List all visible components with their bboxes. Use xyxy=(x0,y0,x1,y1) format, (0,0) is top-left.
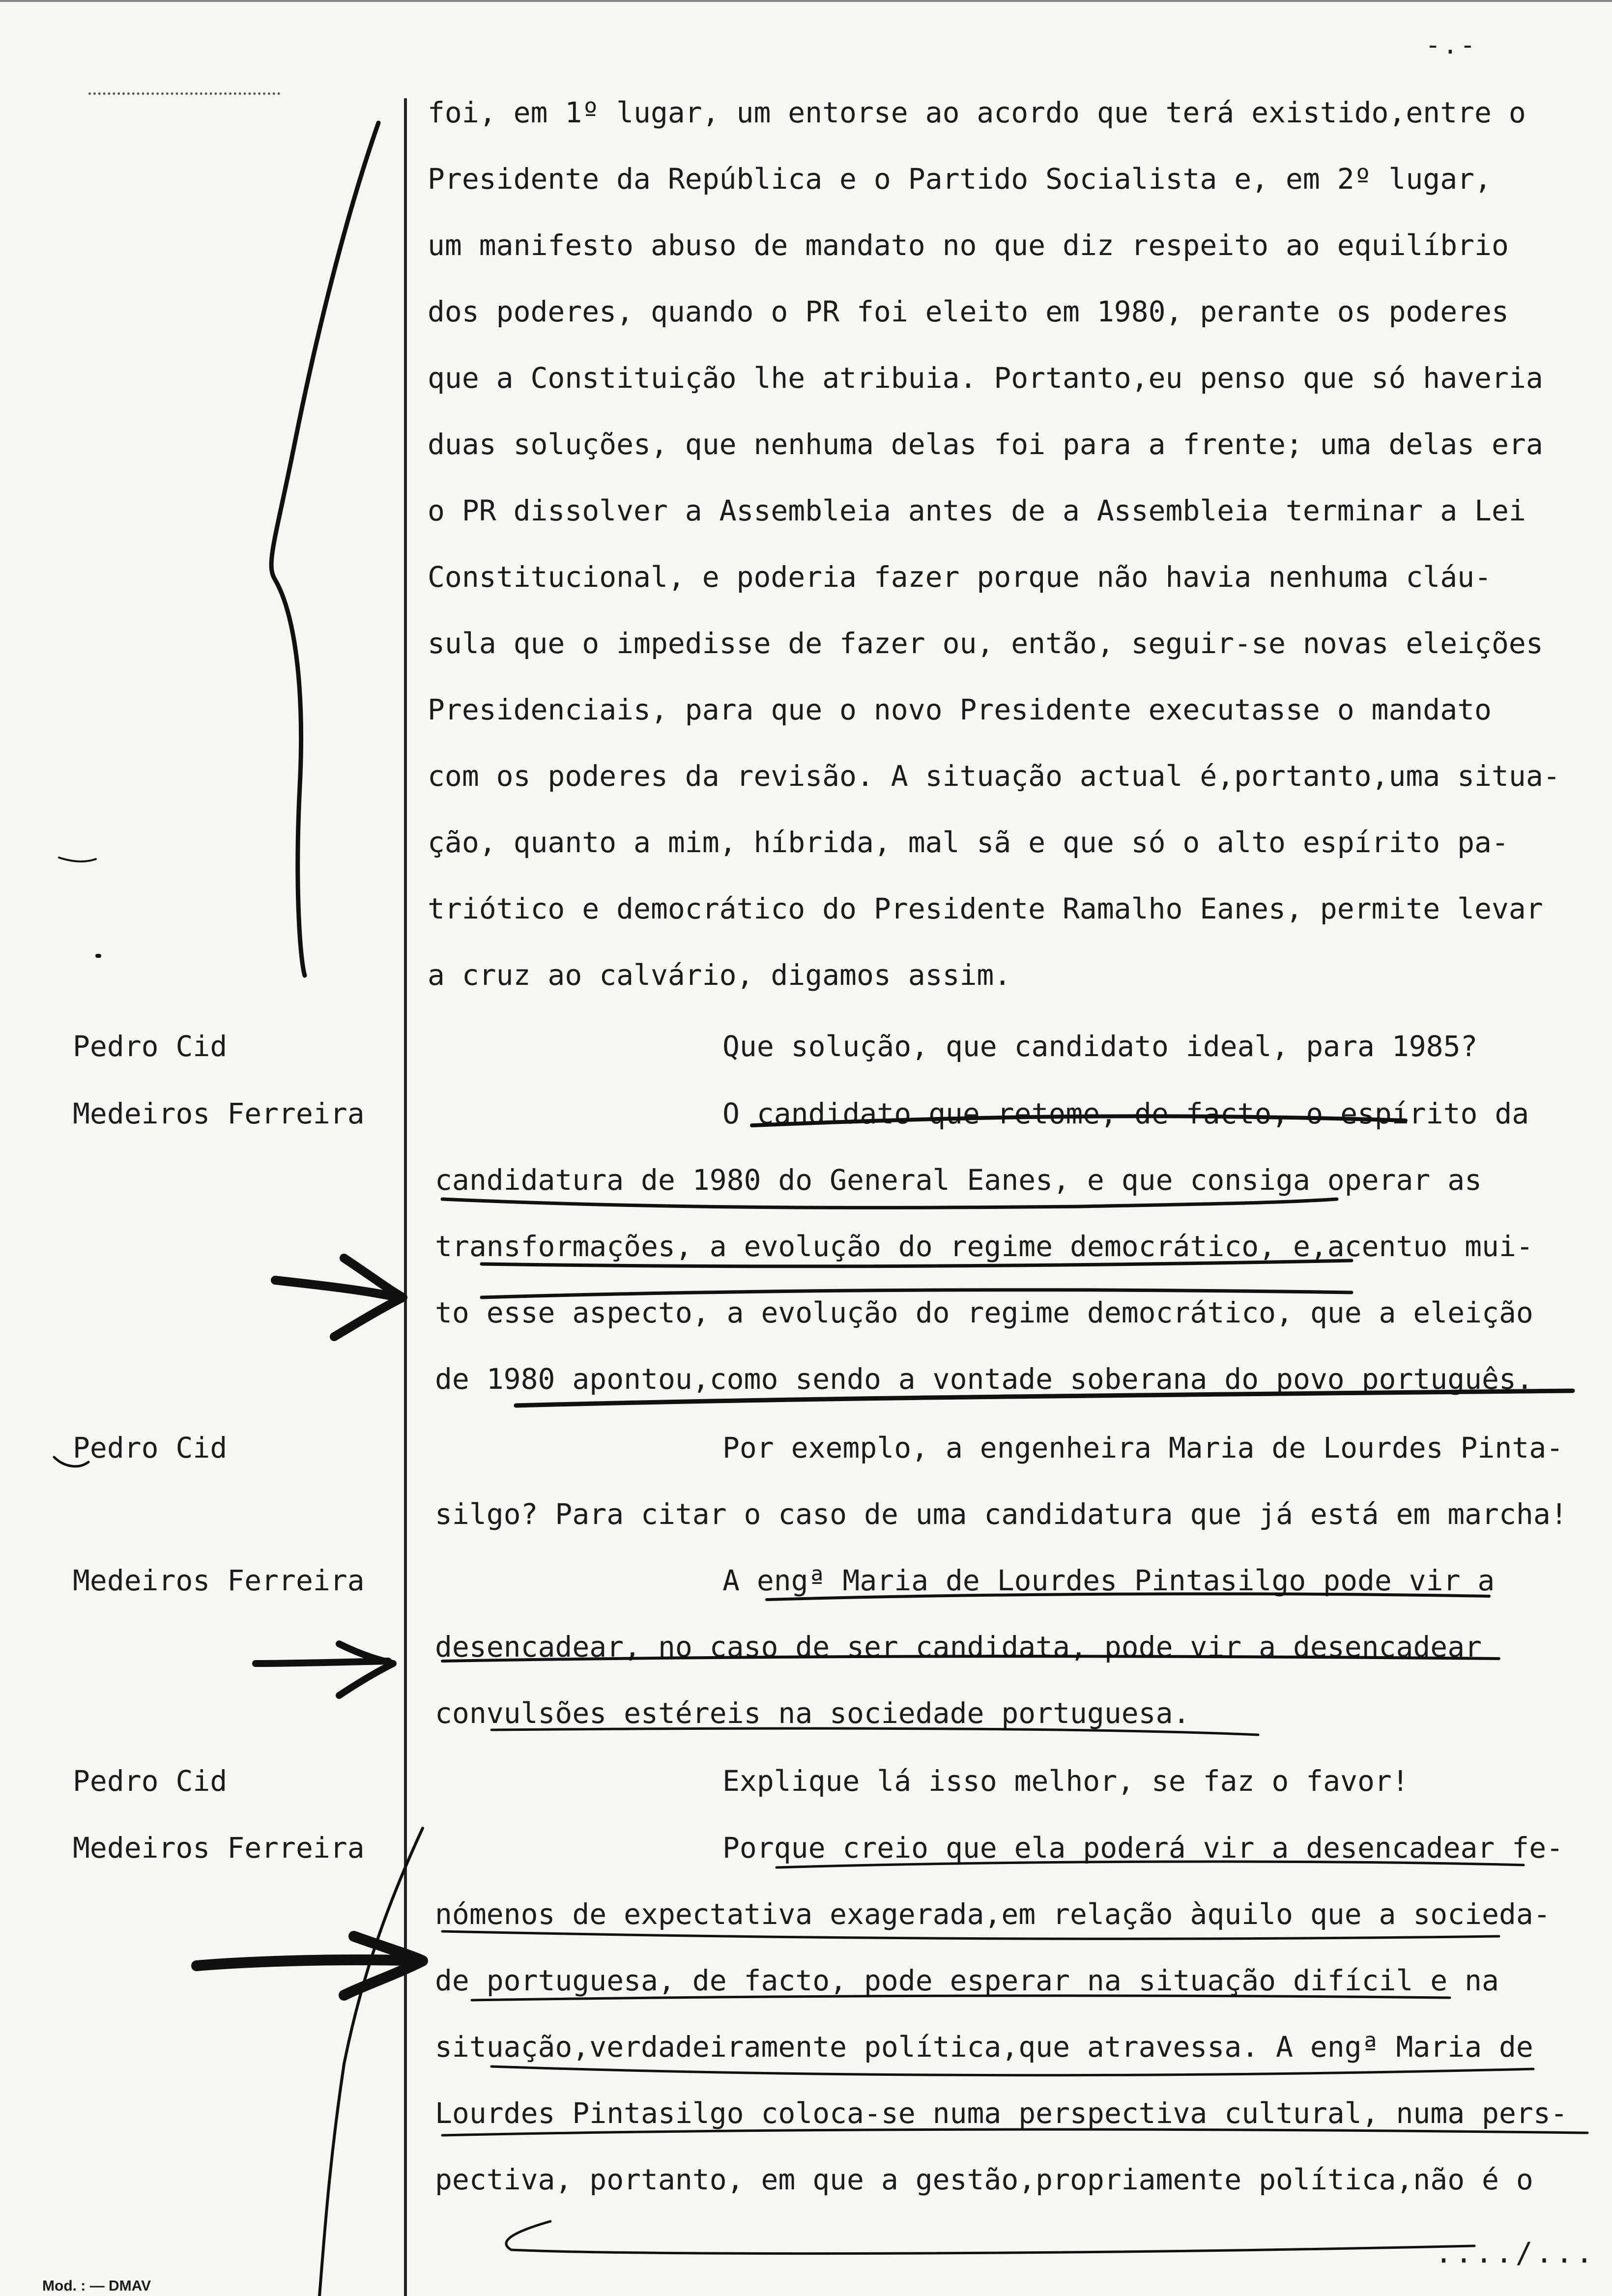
text-line: Presidente da República e o Partido Socialista e, em 2º lugar, xyxy=(428,162,1492,196)
margin-bracket-stroke xyxy=(319,1828,423,2296)
text-line: dos poderes, quando o PR foi eleito em 1980, perante os poderes xyxy=(428,295,1509,328)
speaker-pedro-cid: Pedro Cid xyxy=(73,1431,228,1464)
text-line: Constitucional, e poderia fazer porque não havia nenhuma cláu- xyxy=(428,560,1492,594)
text-line: de 1980 apontou,como sendo a vontade soberana do povo português. xyxy=(435,1362,1533,1396)
text-line: um manifesto abuso de mandato no que diz respeito ao equilíbrio xyxy=(428,229,1509,262)
speaker-medeiros-ferreira: Medeiros Ferreira xyxy=(73,1097,365,1130)
underline xyxy=(442,1931,1499,1939)
text-line: situação,verdadeiramente política,que atravessa. A engª Maria de xyxy=(435,2030,1533,2064)
text-line: duas soluções, que nenhuma delas foi para a frente; uma delas era xyxy=(428,428,1543,461)
margin-tick xyxy=(59,858,96,861)
text-line: Por exemplo, a engenheira Maria de Lourdes Pinta- xyxy=(722,1431,1564,1464)
text-line: transformações, a evolução do regime democrático, e,acentuo mui- xyxy=(435,1230,1533,1263)
arrow-icon xyxy=(275,1258,403,1337)
speaker-medeiros-ferreira: Medeiros Ferreira xyxy=(73,1831,365,1865)
continuation-mark: ..../... xyxy=(1435,2236,1596,2269)
text-line: Presidenciais, para que o novo Presidente executasse o mandato xyxy=(428,693,1492,726)
text-line: com os poderes da revisão. A situação actual é,portanto,uma situa- xyxy=(428,759,1560,793)
text-line: o PR dissolver a Assembleia antes de a Assembleia terminar a Lei xyxy=(428,494,1526,527)
form-code: Mod. : — DMAV xyxy=(42,2278,151,2294)
underline xyxy=(491,2066,1533,2075)
underline xyxy=(506,2221,1474,2254)
text-line: que a Constituição lhe atribuia. Portanto,eu penso que só haveria xyxy=(428,361,1543,395)
underline xyxy=(442,1199,1337,1207)
text-line: triótico e democrático do Presidente Ramalho Eanes, permite levar xyxy=(428,892,1543,925)
text-line: Lourdes Pintasilgo coloca-se numa perspectiva cultural, numa pers- xyxy=(435,2096,1568,2130)
arrow-icon xyxy=(197,1936,423,1995)
text-line: A engª Maria de Lourdes Pintasilgo pode vir a xyxy=(722,1564,1495,1597)
text-line: O candidato que retome, de facto, o espírito da xyxy=(722,1097,1529,1130)
speaker-pedro-cid: Pedro Cid xyxy=(73,1030,228,1063)
text-line: de portuguesa, de facto, pode esperar na situação difícil e na xyxy=(435,1964,1499,1997)
text-line: nómenos de expectativa exagerada,em relação àquilo que a socieda- xyxy=(435,1897,1551,1931)
header-dotted-mark xyxy=(88,78,280,95)
text-line: Porque creio que ela poderá vir a desencadear fe- xyxy=(722,1831,1564,1865)
page-number: -.- xyxy=(1425,30,1477,60)
margin-bracket-stroke xyxy=(271,123,378,976)
speaker-medeiros-ferreira: Medeiros Ferreira xyxy=(73,1564,365,1597)
top-rule xyxy=(0,0,1612,2)
text-line: foi, em 1º lugar, um entorse ao acordo que terá existido,entre o xyxy=(428,96,1526,129)
text-line: ção, quanto a mim, híbrida, mal sã e que só o alto espírito pa- xyxy=(428,826,1509,859)
text-line: Explique lá isso melhor, se faz o favor! xyxy=(722,1764,1409,1798)
text-line: sula que o impedisse de fazer ou, então, seguir-se novas eleições xyxy=(428,627,1543,660)
text-line: to esse aspecto, a evolução do regime democrático, que a eleição xyxy=(435,1296,1533,1329)
arrow-icon xyxy=(256,1644,393,1695)
text-line: silgo? Para citar o caso de uma candidatura que já está em marcha! xyxy=(435,1497,1568,1531)
text-line: pectiva, portanto, em que a gestão,propriamente política,não é o xyxy=(435,2163,1533,2196)
text-line: Que solução, que candidato ideal, para 1985? xyxy=(722,1030,1478,1063)
text-line: a cruz ao calvário, digamos assim. xyxy=(428,958,1011,992)
text-line: candidatura de 1980 do General Eanes, e que consiga operar as xyxy=(435,1163,1482,1197)
underline xyxy=(442,2129,1587,2135)
text-line: convulsões estéreis na sociedade portuguesa. xyxy=(435,1696,1190,1730)
speaker-pedro-cid: Pedro Cid xyxy=(73,1764,228,1798)
margin-rule xyxy=(404,98,407,2296)
text-line: desencadear, no caso de ser candidata, pode vir a desencadear xyxy=(435,1630,1482,1664)
